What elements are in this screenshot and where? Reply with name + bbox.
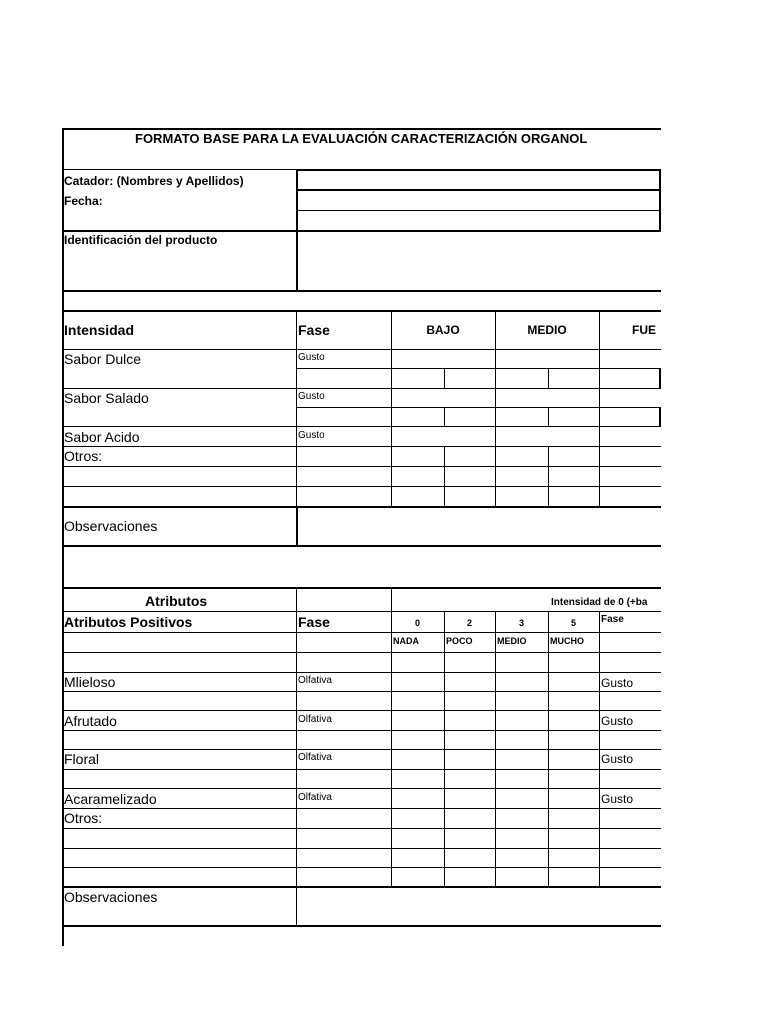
row-mlieloso-fase: Olfativa — [298, 675, 332, 686]
row-acaramelizado-fase2: Gusto — [601, 792, 634, 806]
col-fase: Fase — [298, 322, 330, 338]
observaciones-atributos-field[interactable] — [298, 888, 659, 925]
col-atributos-positivos: Atributos Positivos — [64, 614, 193, 630]
catador-label: Catador: (Nombres y Apellidos) — [64, 174, 244, 188]
row-acaramelizado-fase: Olfativa — [298, 792, 332, 803]
row-sabor-salado: Sabor Salado — [64, 390, 149, 406]
row-sabor-salado-fase: Gusto — [298, 391, 325, 402]
fecha-field[interactable] — [298, 191, 659, 210]
row-afrutado-fase2: Gusto — [601, 714, 634, 728]
catador-field[interactable] — [298, 171, 659, 189]
col-intensidad: Intensidad — [64, 322, 135, 338]
col-fase-atributos: Fase — [298, 614, 330, 630]
scale-5: 5 — [570, 618, 576, 628]
scale-mucho: MUCHO — [550, 636, 584, 646]
scale-medio: MEDIO — [497, 636, 527, 646]
atributos-title: Atributos — [145, 593, 208, 609]
row-floral: Floral — [64, 751, 100, 767]
row-sabor-acido-fase: Gusto — [298, 430, 325, 441]
scale-note: Intensidad de 0 (+ba — [551, 597, 648, 608]
col-fuerte: FUE — [632, 323, 656, 337]
row-floral-fase2: Gusto — [601, 752, 634, 766]
scale-0: 0 — [414, 618, 420, 628]
row-otros: Otros: — [64, 448, 103, 464]
row-floral-fase: Olfativa — [298, 752, 332, 763]
scale-nada: NADA — [393, 636, 419, 646]
row-acaramelizado: Acaramelizado — [64, 791, 157, 807]
top-border — [62, 128, 661, 130]
observaciones-field[interactable] — [298, 508, 659, 545]
row-sabor-dulce: Sabor Dulce — [64, 351, 142, 367]
row-sabor-dulce-fase: Gusto — [298, 352, 325, 363]
row-mlieloso-fase2: Gusto — [601, 676, 634, 690]
observaciones-label: Observaciones — [64, 518, 158, 534]
scale-3: 3 — [518, 618, 524, 628]
row-mlieloso: Mlieloso — [64, 674, 116, 690]
producto-label: Identificación del producto — [64, 233, 218, 247]
scale-2: 2 — [466, 618, 472, 628]
row-sabor-acido: Sabor Acido — [64, 429, 140, 445]
form-title: FORMATO BASE PARA LA EVALUACIÓN CARACTERIZACIÓN ORGANOL — [135, 131, 588, 146]
col-fase2: Fase — [601, 614, 624, 625]
observaciones-atributos-label: Observaciones — [64, 889, 158, 905]
row-otros-atributos: Otros: — [64, 810, 103, 826]
row-afrutado-fase: Olfativa — [298, 714, 332, 725]
producto-field[interactable] — [298, 232, 659, 290]
col-medio: MEDIO — [527, 323, 567, 337]
col-bajo: BAJO — [426, 323, 460, 337]
row-afrutado: Afrutado — [64, 713, 117, 729]
scale-poco: POCO — [446, 636, 473, 646]
fecha-label: Fecha: — [64, 194, 103, 208]
